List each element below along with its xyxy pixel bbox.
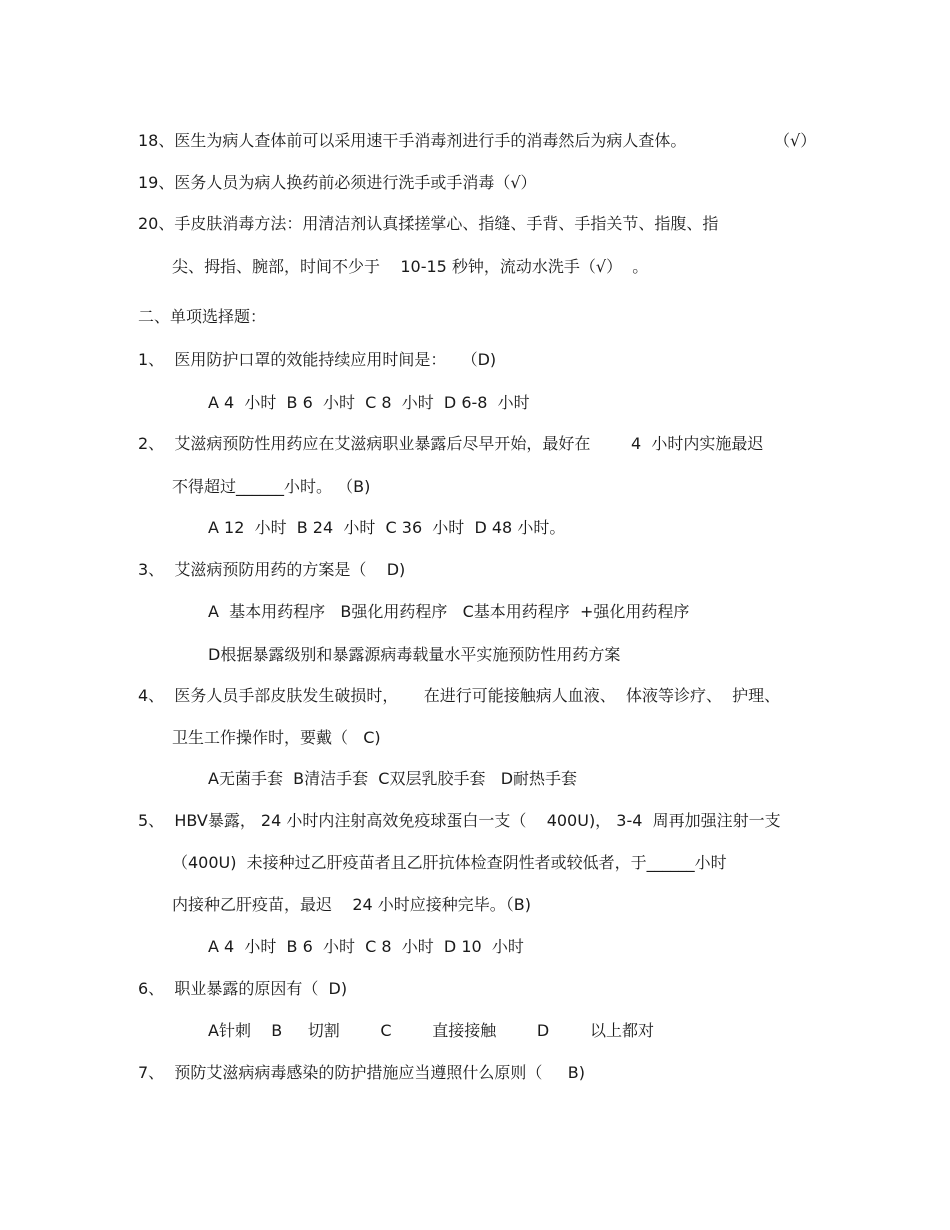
question-3-options-abc: A 基本用药程序 B强化用药程序 C基本用药程序 +强化用药程序 — [208, 602, 690, 621]
question-6: 6、 职业暴露的原因有（ D) — [138, 979, 348, 998]
question-5-continued-2: 内接种乙肝疫苗，最迟 24 小时应接种完毕。（B) — [172, 895, 532, 914]
item-18: 18、医生为病人查体前可以采用速干手消毒剂进行手的消毒然后为病人查体。 — [138, 131, 687, 150]
question-2: 2、 艾滋病预防性用药应在艾滋病职业暴露后尽早开始，最好在 4 小时内实施最迟 — [138, 434, 764, 453]
item-20-continued: 尖、拇指、腕部，时间不少于 10-15 秒钟，流动水洗手（√） 。 — [172, 257, 649, 276]
question-3-option-d: D根据暴露级别和暴露源病毒载量水平实施预防性用药方案 — [208, 645, 621, 664]
item-19: 19、医务人员为病人换药前必须进行洗手或手消毒（√） — [138, 173, 537, 192]
question-4-continued: 卫生工作操作时，要戴（ C) — [172, 728, 381, 747]
item-18-answer-mark: （√） — [774, 131, 817, 150]
question-1-options: A 4 小时 B 6 小时 C 8 小时 D 6-8 小时 — [208, 393, 530, 412]
question-2-continued: 不得超过______小时。 （B) — [172, 477, 371, 496]
question-4-options: A无菌手套 B清洁手套 C双层乳胶手套 D耐热手套 — [208, 769, 578, 788]
question-3: 3、 艾滋病预防用药的方案是（ D) — [138, 560, 406, 579]
question-5-continued: （400U) 未接种过乙肝疫苗者且乙肝抗体检查阴性者或较低者，于______小时 — [172, 853, 727, 872]
question-2-options: A 12 小时 B 24 小时 C 36 小时 D 48 小时。 — [208, 518, 566, 537]
question-4: 4、 医务人员手部皮肤发生破损时， 在进行可能接触病人血液、 体液等诊疗、 护理、 — [138, 686, 781, 705]
question-5-options: A 4 小时 B 6 小时 C 8 小时 D 10 小时 — [208, 937, 524, 956]
item-20: 20、手皮肤消毒方法：用清洁剂认真揉搓掌心、指缝、手背、手指关节、指腹、指 — [138, 214, 719, 233]
question-7: 7、 预防艾滋病病毒感染的防护措施应当遵照什么原则（ B) — [138, 1063, 586, 1082]
question-1: 1、 医用防护口罩的效能持续应用时间是： （D) — [138, 350, 497, 369]
question-6-options: A针刺 B 切割 C 直接接触 D 以上都对 — [208, 1021, 654, 1040]
section-heading: 二、单项选择题： — [138, 307, 267, 326]
question-5: 5、 HBV暴露， 24 小时内注射高效免疫球蛋白一支（ 400U)， 3-4 周再加强注射一支 — [138, 811, 781, 830]
